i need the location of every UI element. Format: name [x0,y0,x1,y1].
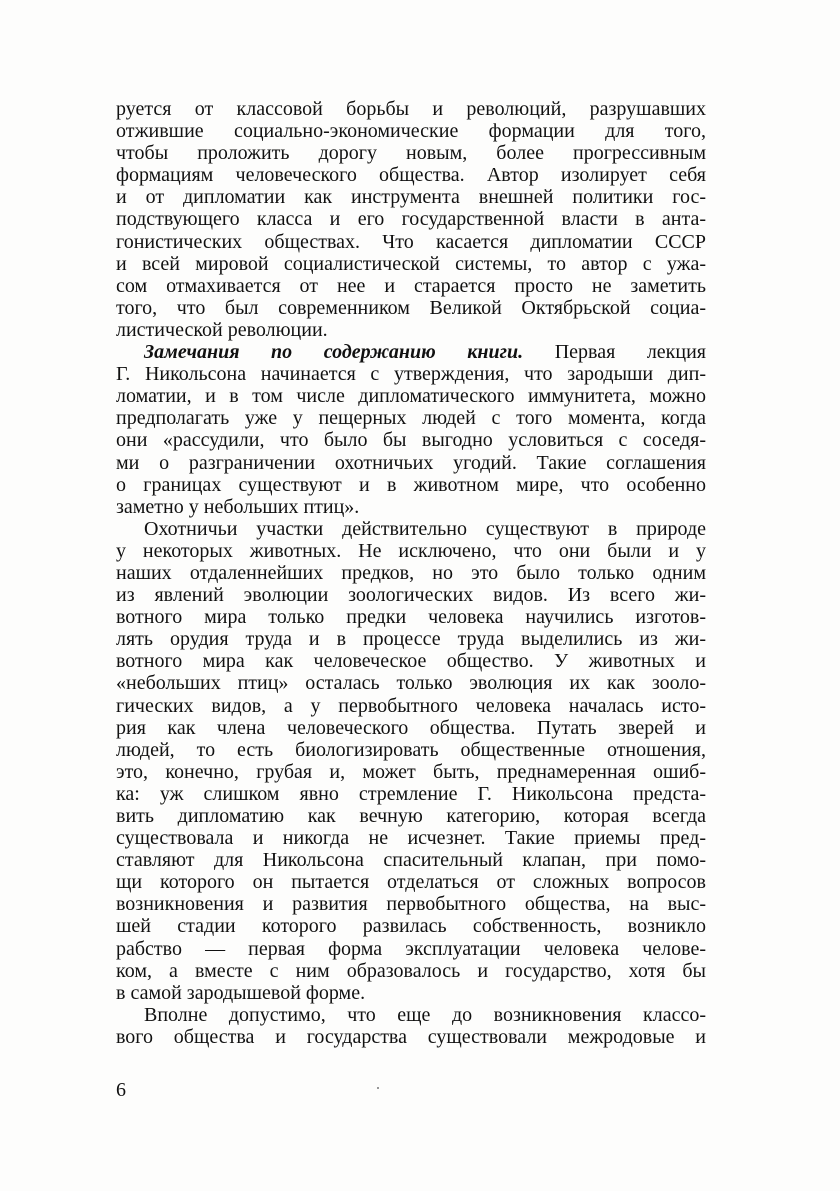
text-line: подствующего класса и его государственной власти в анта- [116,208,706,231]
text-line: наших отдаленнейших предков, но это было только одним [116,561,706,584]
text-line: рабство — первая форма эксплуатации человека челове- [116,937,706,960]
text-line: людей, то есть биологизировать общественные отношения, [116,738,706,761]
text-line-continuation: Первая лекция [523,341,706,364]
text-line: вотного мира только предки человека научились изготов- [116,606,706,629]
paragraph-start-line: Охотничьи участки действительно существуют в природе [144,517,706,540]
text-line: о границах существуют и в животном мире, что особенно [116,473,706,496]
text-line: они «рассудили, что было бы выгодно условиться с соседя- [116,429,706,452]
text-line: ломатии, и в том числе дипломатического иммунитета, можно [116,385,706,408]
text-line: гонистических обществах. Что касается дипломатии СССР [116,230,706,253]
text-line: ми о разграничении охотничьих угодий. Такие соглашения [116,451,706,474]
text-line: руется от классовой борьбы и революций, разрушавших [116,98,706,120]
paragraph-end-line: заметно у небольших птиц». [116,495,360,518]
text-line: сом отмахивается от нее и старается просто не заметить [116,274,706,297]
page-number: 6 [116,1079,126,1101]
text-line: и всей мировой социалистической системы, то автор с ужа- [116,252,706,275]
text-line: щи которого он пытается отделаться от сложных вопросов [116,871,706,894]
text-line: формациям человеческого общества. Автор изолирует себя [116,164,706,187]
text-line: предполагать уже у пещерных людей с того момента, когда [116,407,706,430]
paragraph-end-line: листической революции. [116,318,328,341]
text-line: Г. Никольсона начинается с утверждения, что зародыши дип- [116,363,706,386]
text-line: ком, а вместе с ним образовалось и государство, хотя бы [116,959,706,982]
scan-speck [377,1087,379,1089]
paragraph-start-line: Вполне допустимо, что еще до возникновения классо- [144,1003,706,1026]
text-line: ка: уж слишком явно стремление Г. Никольсона предста- [116,782,706,805]
text-line: рия как члена человеческого общества. Путать зверей и [116,716,706,739]
text-line: возникновения и развития первобытного общества, на выс- [116,893,706,916]
text-line: у некоторых животных. Не исключено, что они были и у [116,539,706,562]
text-line: ставляют для Никольсона спасительный клапан, при помо- [116,849,706,872]
text-line: лять орудия труда и в процессе труда выделились из жи- [116,628,706,651]
text-line: из явлений эволюции зоологических видов. Из всего жи- [116,584,706,607]
text-line: того, что был современником Великой Октябрьской социа- [116,296,706,319]
text-line: чтобы проложить дорогу новым, более прогрессивным [116,142,706,165]
text-line: шей стадии которого развилась собственность, возникло [116,915,706,938]
text-line: отжившие социально-экономические формации для того, [116,120,706,143]
text-line: существовала и никогда не исчезнет. Такие приемы пред- [116,827,706,850]
text-line: гических видов, а у первобытного человека началась исто- [116,694,706,717]
text-line: вого общества и государства существовали межродовые и [116,1025,706,1048]
text-line: это, конечно, грубая и, может быть, преднамеренная ошиб- [116,760,706,783]
section-heading: Замечания по содержанию книги. [144,341,524,364]
body-text [116,98,706,1048]
paragraph-end-line: в самой зародышевой форме. [116,981,366,1004]
section-start-line [116,341,706,363]
text-line: и от дипломатии как инструмента внешней политики гос- [116,186,706,209]
text-line: вотного мира как человеческое общество. У животных и [116,650,706,673]
text-line: «небольших птиц» осталась только эволюция их как зооло- [116,672,706,695]
text-line: вить дипломатию как вечную категорию, которая всегда [116,805,706,827]
